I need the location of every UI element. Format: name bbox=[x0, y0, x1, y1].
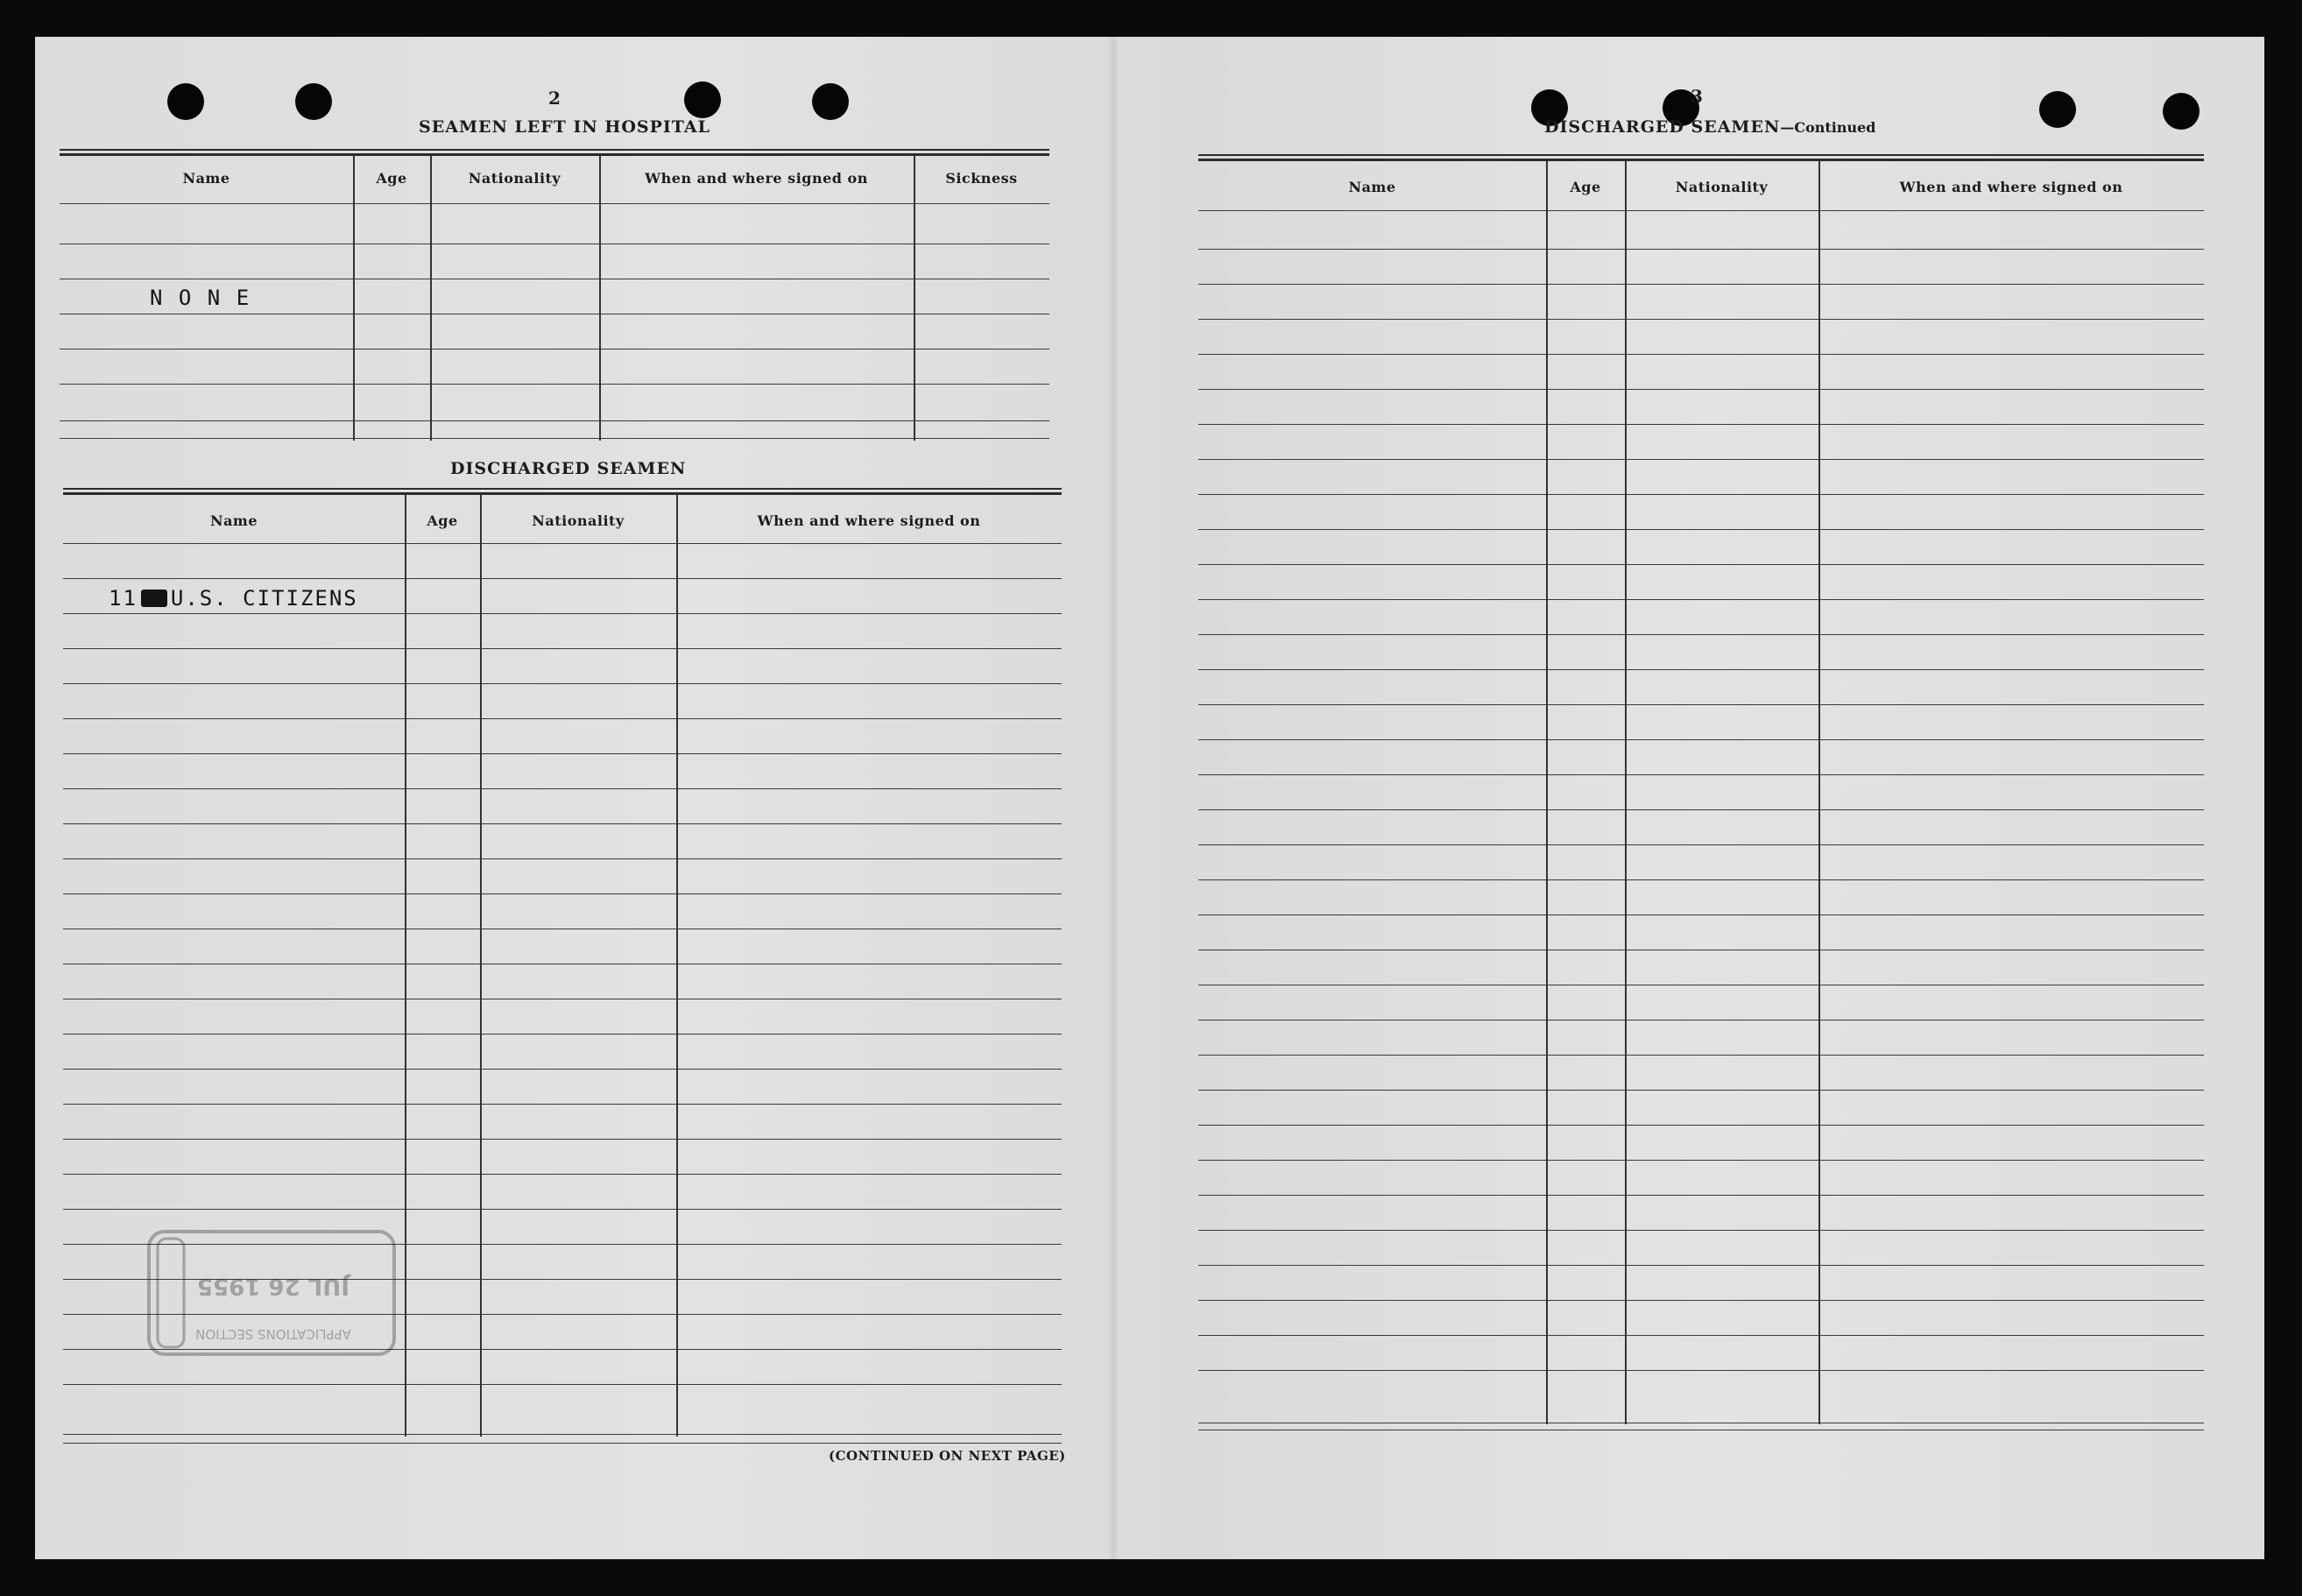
entry-count: 11 bbox=[109, 586, 138, 611]
page-number: 3 bbox=[1691, 86, 1703, 107]
column-header-nationality: Nationality bbox=[532, 512, 625, 529]
punch-hole bbox=[812, 83, 849, 120]
hospital-section-title: SEAMEN LEFT IN HOSPITAL bbox=[419, 117, 710, 137]
discharged-entry bbox=[109, 586, 358, 611]
column-header-name: Name bbox=[182, 170, 230, 187]
column-header-signed-on: When and where signed on bbox=[1899, 179, 2123, 195]
redaction-mark bbox=[141, 590, 167, 607]
punch-hole bbox=[684, 81, 721, 118]
column-header-age: Age bbox=[1570, 179, 1601, 195]
punch-hole bbox=[2163, 93, 2200, 130]
hospital-entry: N O N E bbox=[150, 286, 251, 310]
stamp-section: APPLICATIONS SECTION bbox=[195, 1326, 351, 1342]
title-text: DISCHARGED SEAMEN bbox=[1544, 117, 1781, 137]
column-header-nationality: Nationality bbox=[468, 170, 561, 187]
stamp-date: JUL 26 1955 bbox=[196, 1273, 350, 1299]
column-header-name: Name bbox=[1348, 179, 1396, 195]
column-header-age: Age bbox=[427, 512, 458, 529]
punch-hole bbox=[2039, 91, 2076, 128]
column-header-nationality: Nationality bbox=[1675, 179, 1769, 195]
discharged-section-title: DISCHARGED SEAMEN bbox=[450, 459, 687, 478]
title-suffix: —Continued bbox=[1780, 119, 1876, 136]
column-header-age: Age bbox=[376, 170, 407, 187]
punch-hole bbox=[295, 83, 332, 120]
punch-hole bbox=[167, 83, 204, 120]
entry-citizenship: U.S. CITIZENS bbox=[170, 586, 358, 611]
column-header-signed-on: When and where signed on bbox=[645, 170, 868, 187]
column-header-name: Name bbox=[209, 512, 258, 529]
continued-note: (CONTINUED ON NEXT PAGE) bbox=[829, 1448, 1066, 1464]
discharged-continued-title bbox=[1544, 117, 1875, 137]
discharged-continued-table bbox=[1198, 154, 2204, 1435]
hospital-table bbox=[60, 149, 1049, 441]
received-stamp bbox=[142, 1226, 405, 1366]
page-number: 2 bbox=[548, 88, 561, 109]
column-header-signed-on: When and where signed on bbox=[757, 512, 981, 529]
page-fold bbox=[1108, 37, 1119, 1559]
column-header-sickness: Sickness bbox=[945, 170, 1018, 187]
